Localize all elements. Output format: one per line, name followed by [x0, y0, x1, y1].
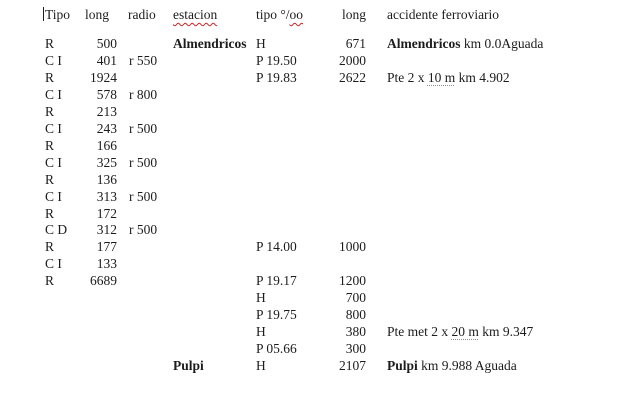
cell-tipo: R — [45, 239, 55, 254]
table-row — [0, 188, 639, 205]
cell-long: 243 — [96, 121, 117, 136]
cell-long: 325 — [96, 155, 117, 170]
cell-long: 166 — [96, 138, 117, 153]
cell-tipo-permille: P 19.50 — [256, 53, 297, 68]
cell-accidente-squiggle: 10 m — [427, 70, 456, 85]
cell-tipo: R — [45, 36, 55, 51]
cell-accidente — [387, 69, 510, 86]
cell-long2: 700 — [345, 290, 366, 305]
col-header-tipo-permille — [256, 6, 303, 23]
cell-tipo: C I — [45, 256, 62, 271]
col-header-estacion: estacion — [173, 7, 218, 22]
table-row — [0, 171, 639, 188]
cell-tipo-permille: P 19.83 — [256, 70, 297, 85]
cell-long2: 800 — [345, 307, 366, 322]
cell-long2: 1000 — [339, 239, 366, 254]
cell-tipo: R — [45, 104, 55, 119]
cell-tipo: C I — [45, 155, 62, 170]
cell-radio: r 500 — [129, 155, 158, 170]
cell-radio: r 500 — [129, 121, 158, 136]
cell-accidente-pre: Pte 2 x — [387, 70, 428, 85]
cell-tipo: R — [45, 138, 55, 153]
cell-tipo-permille: P 05.66 — [256, 341, 297, 356]
cell-accidente-bold: Almendricos — [387, 36, 461, 51]
cell-accidente-post: km 9.347 — [478, 324, 534, 339]
cell-long: 213 — [96, 104, 117, 119]
table-header-row — [0, 6, 639, 23]
cell-accidente-bold: Pulpi — [387, 358, 418, 373]
cell-long: 133 — [96, 256, 117, 271]
table-row — [0, 205, 639, 222]
cell-long: 1924 — [90, 70, 117, 85]
col-header-long2: long — [342, 7, 367, 22]
table-row — [0, 255, 639, 272]
table-row — [0, 357, 639, 374]
cell-long2: 2000 — [339, 53, 366, 68]
table-row — [0, 120, 639, 137]
table-row — [0, 35, 639, 52]
cell-long2: 300 — [345, 341, 366, 356]
cell-long: 313 — [96, 189, 117, 204]
cell-long2: 1200 — [339, 273, 366, 288]
col-header-tipo: Tipo — [45, 7, 71, 22]
col-header-radio: radio — [128, 7, 156, 22]
cell-long2: 380 — [345, 324, 366, 339]
cell-radio: r 500 — [129, 189, 158, 204]
cell-tipo: R — [45, 273, 55, 288]
cell-long2: 2622 — [339, 70, 366, 85]
cell-long: 578 — [96, 87, 117, 102]
table-row — [0, 154, 639, 171]
cell-tipo: C I — [45, 121, 62, 136]
col-header-tipo-permille-text: tipo °/ — [256, 7, 290, 22]
cell-accidente — [387, 357, 517, 374]
cell-tipo-permille: P 19.75 — [256, 307, 297, 322]
cell-accidente-squiggle: 20 m — [451, 324, 479, 339]
text-cursor — [43, 7, 44, 21]
cell-long: 401 — [96, 53, 117, 68]
cell-tipo: C D — [45, 222, 68, 237]
cell-long2: 2107 — [339, 358, 366, 373]
cell-long: 136 — [96, 172, 117, 187]
cell-tipo-permille: H — [256, 290, 266, 305]
cell-tipo: C I — [45, 189, 62, 204]
cell-tipo-permille: P 19.17 — [256, 273, 297, 288]
cell-accidente-pre: km 0.0Aguada — [460, 36, 544, 51]
cell-radio: r 500 — [129, 222, 158, 237]
cell-tipo: C I — [45, 87, 62, 102]
cell-estacion: Almendricos — [173, 36, 247, 51]
table-row — [0, 272, 639, 289]
cell-tipo: R — [45, 172, 55, 187]
table-row — [0, 323, 639, 340]
cell-tipo-permille: H — [256, 358, 266, 373]
cell-long: 172 — [96, 206, 117, 221]
col-header-tipo-permille-squiggle: oo — [289, 7, 304, 22]
cell-tipo-permille: P 14.00 — [256, 239, 297, 254]
cell-accidente — [387, 323, 533, 340]
table-row — [0, 137, 639, 154]
cell-tipo: R — [45, 70, 55, 85]
cell-accidente-pre: Pte met 2 x — [387, 324, 452, 339]
cell-long: 312 — [96, 222, 117, 237]
cell-accidente-post: km 4.902 — [455, 70, 510, 85]
cell-accidente — [387, 35, 543, 52]
cell-tipo: C I — [45, 53, 62, 68]
table-row — [0, 103, 639, 120]
cell-estacion: Pulpi — [173, 358, 204, 373]
table-row — [0, 52, 639, 69]
table-row — [0, 221, 639, 238]
cell-tipo-permille: H — [256, 36, 266, 51]
table-row — [0, 238, 639, 255]
table-row — [0, 306, 639, 323]
table-row — [0, 340, 639, 357]
col-header-accidente: accidente ferroviario — [387, 7, 500, 22]
cell-long: 177 — [96, 239, 117, 254]
cell-long: 6689 — [90, 273, 117, 288]
cell-accidente-pre: km 9.988 Aguada — [417, 358, 517, 373]
cell-radio: r 800 — [129, 87, 158, 102]
table-row — [0, 69, 639, 86]
table-row — [0, 289, 639, 306]
cell-tipo: R — [45, 206, 55, 221]
cell-tipo-permille: H — [256, 324, 266, 339]
cell-long2: 671 — [345, 36, 366, 51]
col-header-long: long — [85, 7, 110, 22]
cell-radio: r 550 — [129, 53, 158, 68]
table-row — [0, 86, 639, 103]
cell-long: 500 — [96, 36, 117, 51]
